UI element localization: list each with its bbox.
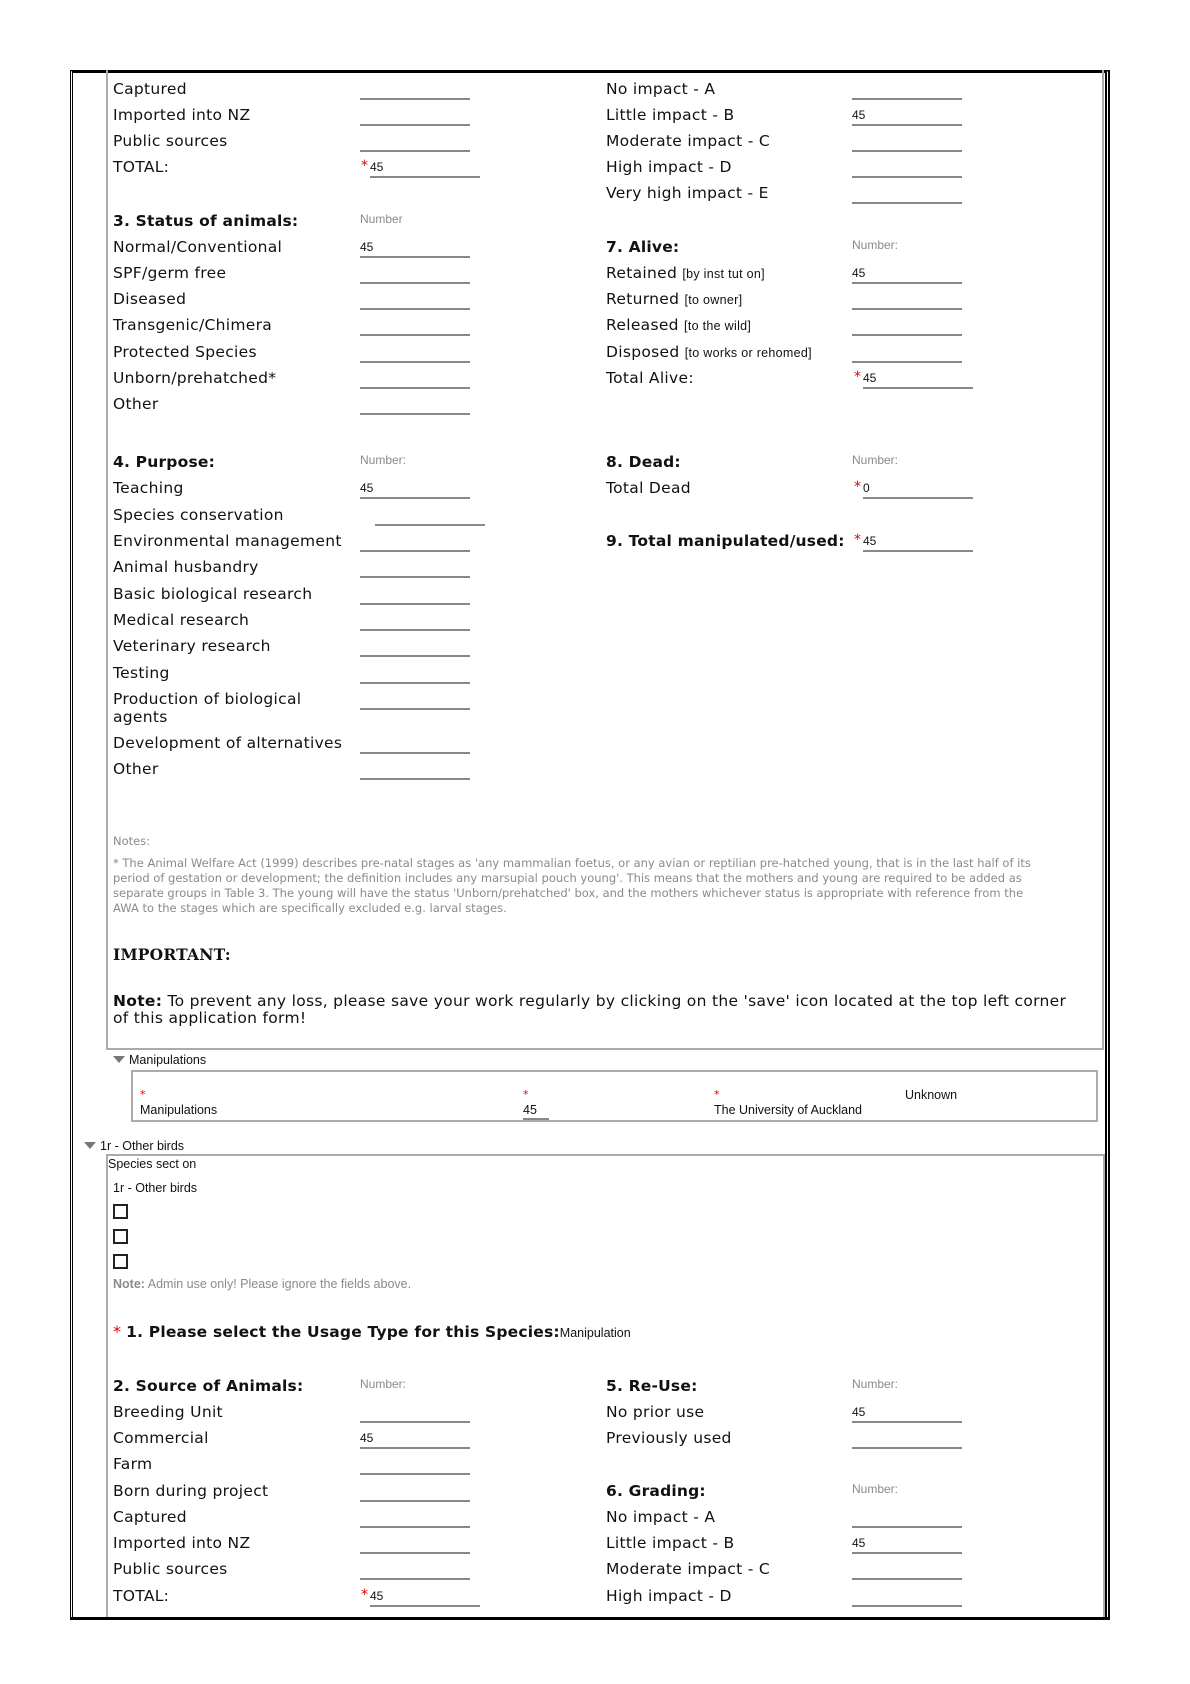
purpose-input[interactable] xyxy=(360,690,470,710)
collapse-triangle-icon xyxy=(113,1056,125,1063)
required-marker: * xyxy=(140,1088,146,1101)
grading-number-header: Number: xyxy=(852,1482,899,1496)
source-label: Public sources xyxy=(113,1560,228,1578)
source-total-input[interactable]: 45 xyxy=(370,1587,480,1607)
required-marker: * xyxy=(854,369,861,385)
purpose-label: Medical research xyxy=(113,611,250,629)
alive-number-header: Number: xyxy=(852,238,899,252)
purpose-input[interactable] xyxy=(360,558,470,578)
source-total-label: TOTAL: xyxy=(113,158,170,176)
manipulation-name: Manipulations xyxy=(140,1103,218,1117)
purpose-input[interactable] xyxy=(360,637,470,657)
source-input[interactable] xyxy=(360,1560,470,1580)
alive-heading: 7. Alive: xyxy=(606,238,680,256)
source-input[interactable]: 45 xyxy=(360,1429,470,1449)
page-margin xyxy=(0,1620,1190,1684)
grading-input-c[interactable] xyxy=(852,132,962,152)
source-label: Born during project xyxy=(113,1482,269,1500)
manipulation-organisation: The University of Auckland xyxy=(714,1103,862,1117)
required-marker: * xyxy=(714,1088,720,1101)
status-label: SPF/germ free xyxy=(113,264,227,282)
grading-heading: 6. Grading: xyxy=(606,1482,706,1500)
grading-label: No impact - A xyxy=(606,1508,716,1526)
purpose-label: Teaching xyxy=(113,479,184,497)
grading-label: Moderate impact - C xyxy=(606,1560,770,1578)
purpose-input[interactable]: 45 xyxy=(360,479,470,499)
status-label: Transgenic/Chimera xyxy=(113,316,273,334)
source-total-label: TOTAL: xyxy=(113,1587,170,1605)
grading-label-b: Little impact - B xyxy=(606,106,735,124)
status-input[interactable]: 45 xyxy=(360,238,470,258)
grading-label-c: Moderate impact - C xyxy=(606,132,770,150)
save-reminder-note: Note: To prevent any loss, please save your work regularly by clicking on the 'save' icon located at the top left corner xyxy=(113,992,1067,1010)
grading-input-b[interactable]: 45 xyxy=(852,106,962,126)
notes-heading: Notes: xyxy=(113,834,151,848)
alive-label-disposed: Disposed [to works or rehomed] xyxy=(606,343,812,361)
purpose-input[interactable] xyxy=(360,585,470,605)
reuse-heading: 5. Re-Use: xyxy=(606,1377,698,1395)
source-input-imported[interactable] xyxy=(360,106,470,126)
status-input[interactable] xyxy=(360,343,470,363)
purpose-input[interactable] xyxy=(360,611,470,631)
alive-label-released: Released [to the wild] xyxy=(606,316,752,334)
source-label: Commercial xyxy=(113,1429,209,1447)
purpose-label: Production of biological agents xyxy=(113,690,302,726)
required-marker: * xyxy=(523,1088,529,1101)
purpose-number-header: Number: xyxy=(360,453,407,467)
dead-total-label: Total Dead xyxy=(606,479,691,497)
required-marker: * xyxy=(361,1587,368,1603)
alive-input-returned[interactable] xyxy=(852,290,962,310)
status-label: Unborn/prehatched* xyxy=(113,369,277,387)
status-heading: 3. Status of animals: xyxy=(113,212,299,230)
grading-input-d[interactable] xyxy=(852,158,962,178)
alive-total-input[interactable]: 45 xyxy=(863,369,973,389)
purpose-label: Environmental management xyxy=(113,532,342,550)
admin-checkbox-3[interactable] xyxy=(113,1254,128,1269)
purpose-label: Animal husbandry xyxy=(113,558,259,576)
status-label: Other xyxy=(113,395,159,413)
source-label: Breeding Unit xyxy=(113,1403,223,1421)
dead-number-header: Number: xyxy=(852,453,899,467)
admin-checkbox-1[interactable] xyxy=(113,1204,128,1219)
species-toggle-other-birds[interactable]: 1r - Other birds xyxy=(84,1139,184,1153)
reuse-label: Previously used xyxy=(606,1429,732,1447)
usage-type-value[interactable]: Manipulation xyxy=(559,1326,631,1340)
status-label: Normal/Conventional xyxy=(113,238,283,256)
source-input-captured[interactable] xyxy=(360,80,470,100)
purpose-input[interactable] xyxy=(360,734,470,754)
notes-line: period of gestation or development; the definition includes any marsupial pouch young'. This means that the mothers and young are required to be added as xyxy=(113,871,1022,885)
admin-note: Note: Admin use only! Please ignore the fields above. xyxy=(113,1277,412,1291)
purpose-input[interactable] xyxy=(375,506,485,526)
alive-input-disposed[interactable] xyxy=(852,343,962,363)
purpose-input[interactable] xyxy=(360,760,470,780)
manipulation-count[interactable]: 45 xyxy=(523,1103,549,1120)
status-input[interactable] xyxy=(360,290,470,310)
source-input[interactable] xyxy=(360,1403,470,1423)
notes-line: AWA to the stages which are specifically excluded e.g. larval stages. xyxy=(113,901,507,915)
source-total-input[interactable]: 45 xyxy=(370,158,480,178)
usage-type-question: 1. Please select the Usage Type for this Species: xyxy=(126,1323,560,1341)
purpose-label: Other xyxy=(113,760,159,778)
source-input-public[interactable] xyxy=(360,132,470,152)
alive-label-returned: Returned [to owner] xyxy=(606,290,743,308)
source-number-header: Number: xyxy=(360,1377,407,1391)
source-input[interactable] xyxy=(360,1508,470,1528)
purpose-label: Basic biological research xyxy=(113,585,313,603)
source-label: Captured xyxy=(113,1508,187,1526)
grading-label: High impact - D xyxy=(606,1587,732,1605)
status-input[interactable] xyxy=(360,369,470,389)
species-section-caption: Species sect on xyxy=(108,1157,197,1171)
required-marker: * xyxy=(854,532,861,548)
source-label: Farm xyxy=(113,1455,153,1473)
total-used-label: 9. Total manipulated/used: xyxy=(606,532,845,550)
manipulation-status: Unknown xyxy=(905,1088,958,1102)
manipulations-toggle[interactable]: Manipulations xyxy=(113,1053,206,1067)
status-input[interactable] xyxy=(360,264,470,284)
source-label: Imported into NZ xyxy=(113,1534,251,1552)
grading-input-a[interactable] xyxy=(852,80,962,100)
alive-input-released[interactable] xyxy=(852,316,962,336)
notes-line: separate groups in Table 3. The young will have the status 'Unborn/prehatched' box, and the mothers whichever status is appropriate with reference from the xyxy=(113,886,1024,900)
purpose-label: Veterinary research xyxy=(113,637,271,655)
alive-label-retained: Retained [by inst tut on] xyxy=(606,264,765,282)
notes-line: * The Animal Welfare Act (1999) describes pre-natal stages as 'any mammalian foetus, or any avian or reptilian pre-hatched young, that is in the last half of its xyxy=(113,856,1031,870)
grading-input[interactable] xyxy=(852,1587,962,1607)
grading-label: Little impact - B xyxy=(606,1534,735,1552)
status-number-header: Number xyxy=(360,212,403,226)
required-marker: * xyxy=(361,158,368,174)
source-input[interactable] xyxy=(360,1534,470,1554)
source-label-captured: Captured xyxy=(113,80,187,98)
source-label-imported: Imported into NZ xyxy=(113,106,251,124)
purpose-input[interactable] xyxy=(360,532,470,552)
purpose-label: Testing xyxy=(113,664,170,682)
grading-input[interactable] xyxy=(852,1560,962,1580)
source-input[interactable] xyxy=(360,1455,470,1475)
status-label: Diseased xyxy=(113,290,187,308)
grading-input[interactable] xyxy=(852,1508,962,1528)
grading-input[interactable]: 45 xyxy=(852,1534,962,1554)
source-heading: 2. Source of Animals: xyxy=(113,1377,304,1395)
purpose-label: Development of alternatives xyxy=(113,734,343,752)
grading-label-d: High impact - D xyxy=(606,158,732,176)
alive-input-retained[interactable]: 45 xyxy=(852,264,962,284)
purpose-label: Species conservation xyxy=(113,506,284,524)
collapse-triangle-icon xyxy=(84,1142,96,1149)
reuse-number-header: Number: xyxy=(852,1377,899,1391)
status-input[interactable] xyxy=(360,395,470,415)
alive-total-label: Total Alive: xyxy=(606,369,694,387)
purpose-input[interactable] xyxy=(360,664,470,684)
status-input[interactable] xyxy=(360,316,470,336)
required-marker: * xyxy=(854,479,861,495)
important-heading: IMPORTANT: xyxy=(113,945,231,964)
admin-checkbox-2[interactable] xyxy=(113,1229,128,1244)
usage-type-row: * 1. Please select the Usage Type for this Species:Manipulation xyxy=(113,1322,631,1341)
dead-heading: 8. Dead: xyxy=(606,453,681,471)
save-reminder-note-cont: of this application form! xyxy=(113,1009,307,1027)
species-name: 1r - Other birds xyxy=(113,1181,198,1195)
total-used-input[interactable]: 45 xyxy=(863,532,973,552)
source-input[interactable] xyxy=(360,1482,470,1502)
purpose-heading: 4. Purpose: xyxy=(113,453,215,471)
grading-label-a: No impact - A xyxy=(606,80,716,98)
source-label-public: Public sources xyxy=(113,132,228,150)
dead-total-input[interactable]: 0 xyxy=(863,479,973,499)
status-label: Protected Species xyxy=(113,343,257,361)
reuse-input[interactable]: 45 xyxy=(852,1403,962,1423)
reuse-input[interactable] xyxy=(852,1429,962,1449)
grading-label-e: Very high impact - E xyxy=(606,184,769,202)
grading-input-e[interactable] xyxy=(852,184,962,204)
reuse-label: No prior use xyxy=(606,1403,705,1421)
